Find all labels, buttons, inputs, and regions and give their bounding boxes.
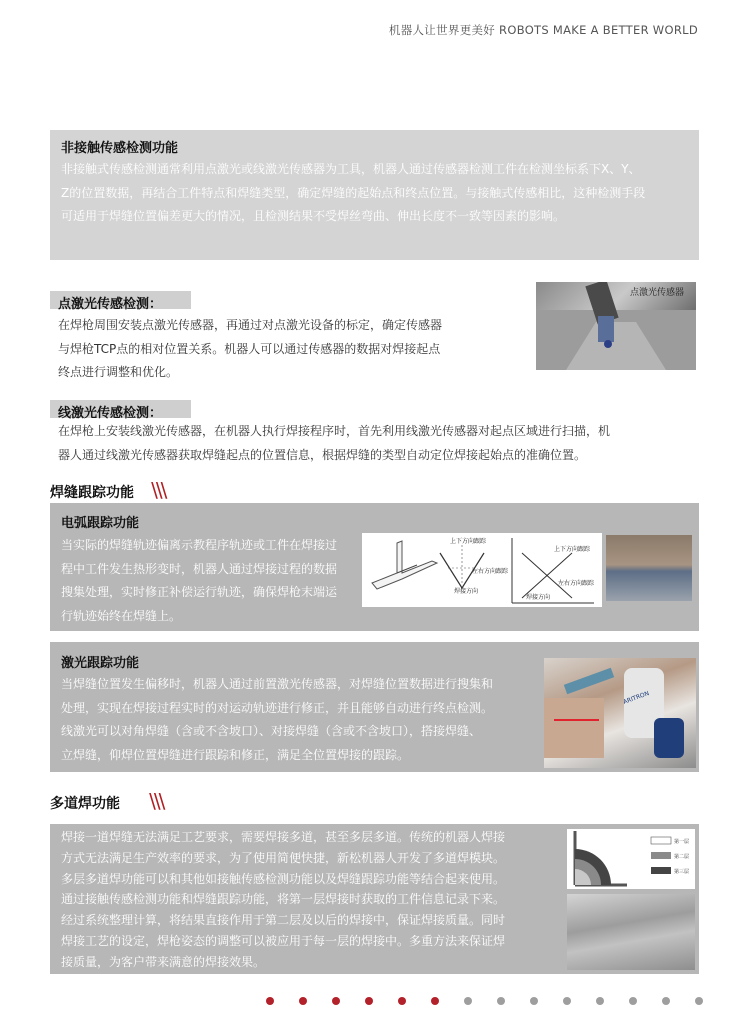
page-dot[interactable] [662,997,670,1005]
weld-tracking-diagram [362,533,602,607]
multilayer-heading [50,789,163,813]
laser-tracking-text: 当焊缝位置发生偏移时，机器人通过前置激光传感器，对焊缝位置数据进行搜集和 处理，实现在焊接过程实时的对运动轨迹进行修正，并且能够自动进行终点检测。 线激光可以对角焊缝（含或不含坡口）、对接焊缝（含或不含坡口），搭接焊缝、 立焊缝，仰焊位置焊缝进行跟踪和修正，满足全位置焊接的跟踪。 [61,677,494,762]
noncontact-text: 非接触式传感检测通常利用点激光或线激光传感器为工具，机器人通过传感器检测工件在检测坐标系下X、Y、 Z的位置数据，再结合工件特点和焊缝类型，确定焊缝的起始点和终点位置。与接触式传感相比，这种检测手段 可适用于焊缝位置偏差更大的情况，且检测结果不受焊丝弯曲、伸出长度不一致等因素的影响。 [61,162,646,223]
legend-layer-2: 第二层 [674,854,690,860]
page-dot[interactable] [695,997,703,1005]
noncontact-box [50,130,699,260]
page-dot-active[interactable] [365,997,373,1005]
page-dot[interactable] [629,997,637,1005]
page-dot-active[interactable] [266,997,274,1005]
arc-tracking-diagram [362,533,602,607]
multipass-weld-diagram [567,829,695,889]
multilayer-weld-photo [567,894,695,970]
diagram-label-4: 上下方向跟踪 [554,546,591,553]
laser-robot-illustration [544,658,696,768]
page-dot-active[interactable] [299,997,307,1005]
diagram-label-3: 焊接方向 [454,588,479,595]
page-dot-active[interactable] [431,997,439,1005]
header-tagline: 机器人让世界更美好 ROBOTS MAKE A BETTER WORLD [388,23,698,37]
diagram-label-5: 左右方向跟踪 [558,580,595,587]
line-laser-title: 线激光传感检测： [58,406,163,421]
arc-tracking-title: 电弧跟踪功能 [61,516,140,531]
page-dot[interactable] [563,997,571,1005]
diagram-label-6: 焊接方向 [526,594,551,601]
laser-tracking-photo [544,658,696,768]
line-laser-text: 在焊枪上安装线激光传感器，在机器人执行焊接程序时，首先利用线激光传感器对起点区域进行扫描，机 器人通过线激光传感器获取焊缝起点的位置信息，根据焊缝的类型自动定位焊接起始点的准确位置。 [58,424,611,462]
laser-tracking-title: 激光跟踪功能 [61,656,140,671]
point-laser-caption: 点激光传感器 [630,288,685,298]
arc-weld-bead-photo [606,535,692,601]
multilayer-text: 焊接一道焊缝无法满足工艺要求，需要焊接多道，甚至多层多道。传统的机器人焊接 方式无法满足生产效率的要求，为了使用简便快捷，新松机器人开发了多道焊模块。 多层多道焊功能可以和其他如接触传感检测功能以及焊缝跟踪功能等结合起来使用。 通过接触传感检测功能和焊缝跟踪功能，将第一层焊接时获取的工件信息记录下来。 经过系统整理计算，将结果直接作用于第二层及以后的焊接中，保证焊接质量。同时 焊接工艺的设定，焊枪姿态的调整可以被应用于每一层的焊接中。多重方法来保证焊 接质量，为客户带来满意的焊接效果。 [61,830,506,969]
page-dot[interactable] [464,997,472,1005]
legend-layer-1: 第一层 [674,839,690,845]
page-dot[interactable] [596,997,604,1005]
multilayer-title: 多道焊功能 [50,796,120,812]
page-dot[interactable] [497,997,505,1005]
decorative-slashes-icon: \\\ [151,478,166,502]
laser-brand-label: ARITRON [622,690,651,706]
diagram-label-2: 左右方向跟踪 [472,568,509,575]
multilayer-diagram [567,829,695,889]
page-dot-active[interactable] [398,997,406,1005]
point-laser-title: 点激光传感检测： [58,297,163,312]
legend-layer-3: 第三层 [674,869,690,875]
arc-tracking-text: 当实际的焊缝轨迹偏离示教程序轨迹或工件在焊接过 程中工件发生热形变时，机器人通过焊接过程的数据 搜集处理，实时修正补偿运行轨迹，确保焊枪末端运 行轨迹始终在焊缝上。 [61,538,338,623]
noncontact-title: 非接触传感检测功能 [61,141,179,156]
seam-tracking-title: 焊缝跟踪功能 [50,485,134,501]
seam-tracking-heading [50,478,165,502]
diagram-label-1: 上下方向跟踪 [450,538,487,545]
point-laser-text: 在焊枪周围安装点激光传感器，再通过对点激光设备的标定，确定传感器 与焊枪TCP点的相对位置关系。机器人可以通过传感器的数据对焊接起点 终点进行调整和优化。 [58,318,443,379]
decorative-slashes-icon: \\\ [149,789,164,813]
page-dot-active[interactable] [332,997,340,1005]
page-dot[interactable] [530,997,538,1005]
